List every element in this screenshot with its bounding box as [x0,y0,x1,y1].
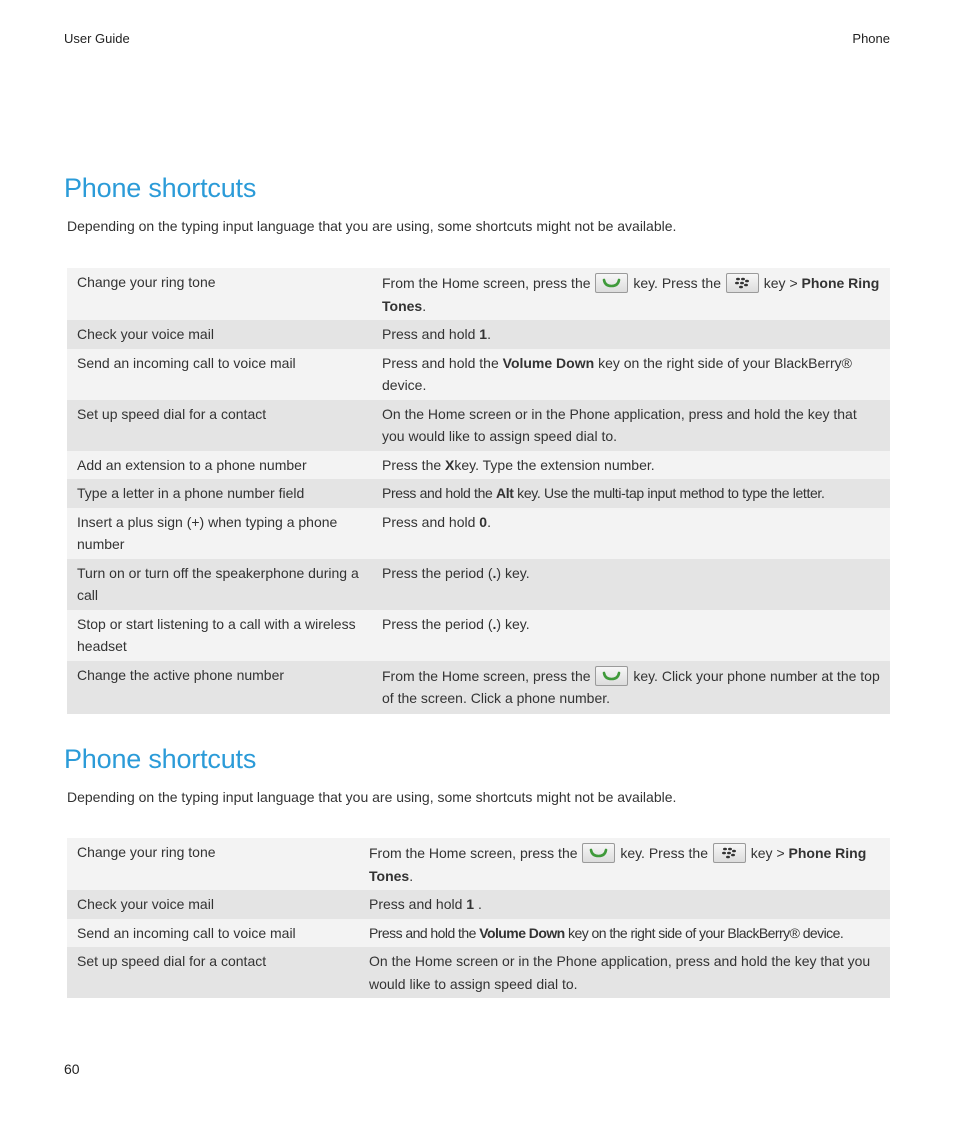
table-row [67,268,890,320]
blackberry-menu-key-icon [726,273,759,293]
table-row [67,919,890,948]
table-row [67,479,890,508]
table-row [67,320,890,349]
description-cell: Press and hold the Volume Down key on the right side of your BlackBerry® device. [369,924,844,941]
action-cell: Send an incoming call to voice mail [77,924,296,941]
description-cell: Press and hold the Volume Down key on the right side of your BlackBerry® device. [382,354,852,393]
table-row [67,508,890,559]
action-cell: Set up speed dial for a contact [77,953,267,969]
action-cell: Set up speed dial for a contact [77,405,267,422]
send-key-icon [582,843,615,863]
action-cell: Type a letter in a phone number field [77,485,305,501]
running-header-right: Phone [852,31,890,46]
description-cell: On the Home screen or in the Phone application, press and hold the key that you would like to assign speed dial to. [369,953,871,992]
send-key-icon [595,666,628,686]
description-cell: Press the Xkey. Type the extension number. [382,456,655,473]
section-intro: Depending on the typing input language that you are using, some shortcuts might not be available. [67,218,677,234]
description-cell: Press and hold 0. [382,513,491,530]
description-cell: Press the period (.) key. [382,564,530,581]
action-cell: Change your ring tone [77,844,216,860]
section-title: Phone shortcuts [64,744,257,774]
action-cell: Change the active phone number [77,666,285,683]
table-row [67,947,890,998]
description-cell: Press and hold 1. [382,326,491,342]
section-intro: Depending on the typing input language that you are using, some shortcuts might not be available. [67,789,677,805]
description-cell: Press the period (.) key. [382,615,530,632]
description-cell: Press and hold the Alt key. Use the multi-tap input method to type the letter. [382,485,825,501]
table-row [67,838,890,890]
table-row [67,890,890,919]
description-cell: On the Home screen or in the Phone application, press and hold the key that you would like to assign speed dial to. [382,405,857,444]
action-cell: Add an extension to a phone number [77,456,307,473]
action-cell: Change your ring tone [77,274,216,290]
section-title: Phone shortcuts [64,173,257,203]
table-row [67,451,890,480]
action-cell: Insert a plus sign (+) when typing a phone number [77,513,338,552]
blackberry-menu-key-icon [713,843,746,863]
table-row [67,661,890,714]
description-cell: From the Home screen, press the key. Click your phone number at the top of the screen. Click a phone number. [382,667,880,706]
table-row [67,400,890,451]
description-cell: From the Home screen, press the key. Press the key > Phone Ring Tones. [382,275,880,314]
action-cell: Stop or start listening to a call with a wireless headset [77,615,356,654]
shortcuts-table [67,268,890,714]
page-number: 60 [64,1061,80,1077]
action-cell: Send an incoming call to voice mail [77,354,296,371]
table-row [67,559,890,610]
action-cell: Check your voice mail [77,326,214,342]
table-row [67,349,890,400]
action-cell: Check your voice mail [77,896,214,912]
running-header-left: User Guide [64,31,130,46]
action-cell: Turn on or turn off the speakerphone during a call [77,564,359,603]
description-cell: From the Home screen, press the key. Press the key > Phone Ring Tones. [369,845,867,884]
description-cell: Press and hold 1 . [369,896,482,912]
send-key-icon [595,273,628,293]
table-row [67,610,890,661]
shortcuts-table [67,838,890,998]
